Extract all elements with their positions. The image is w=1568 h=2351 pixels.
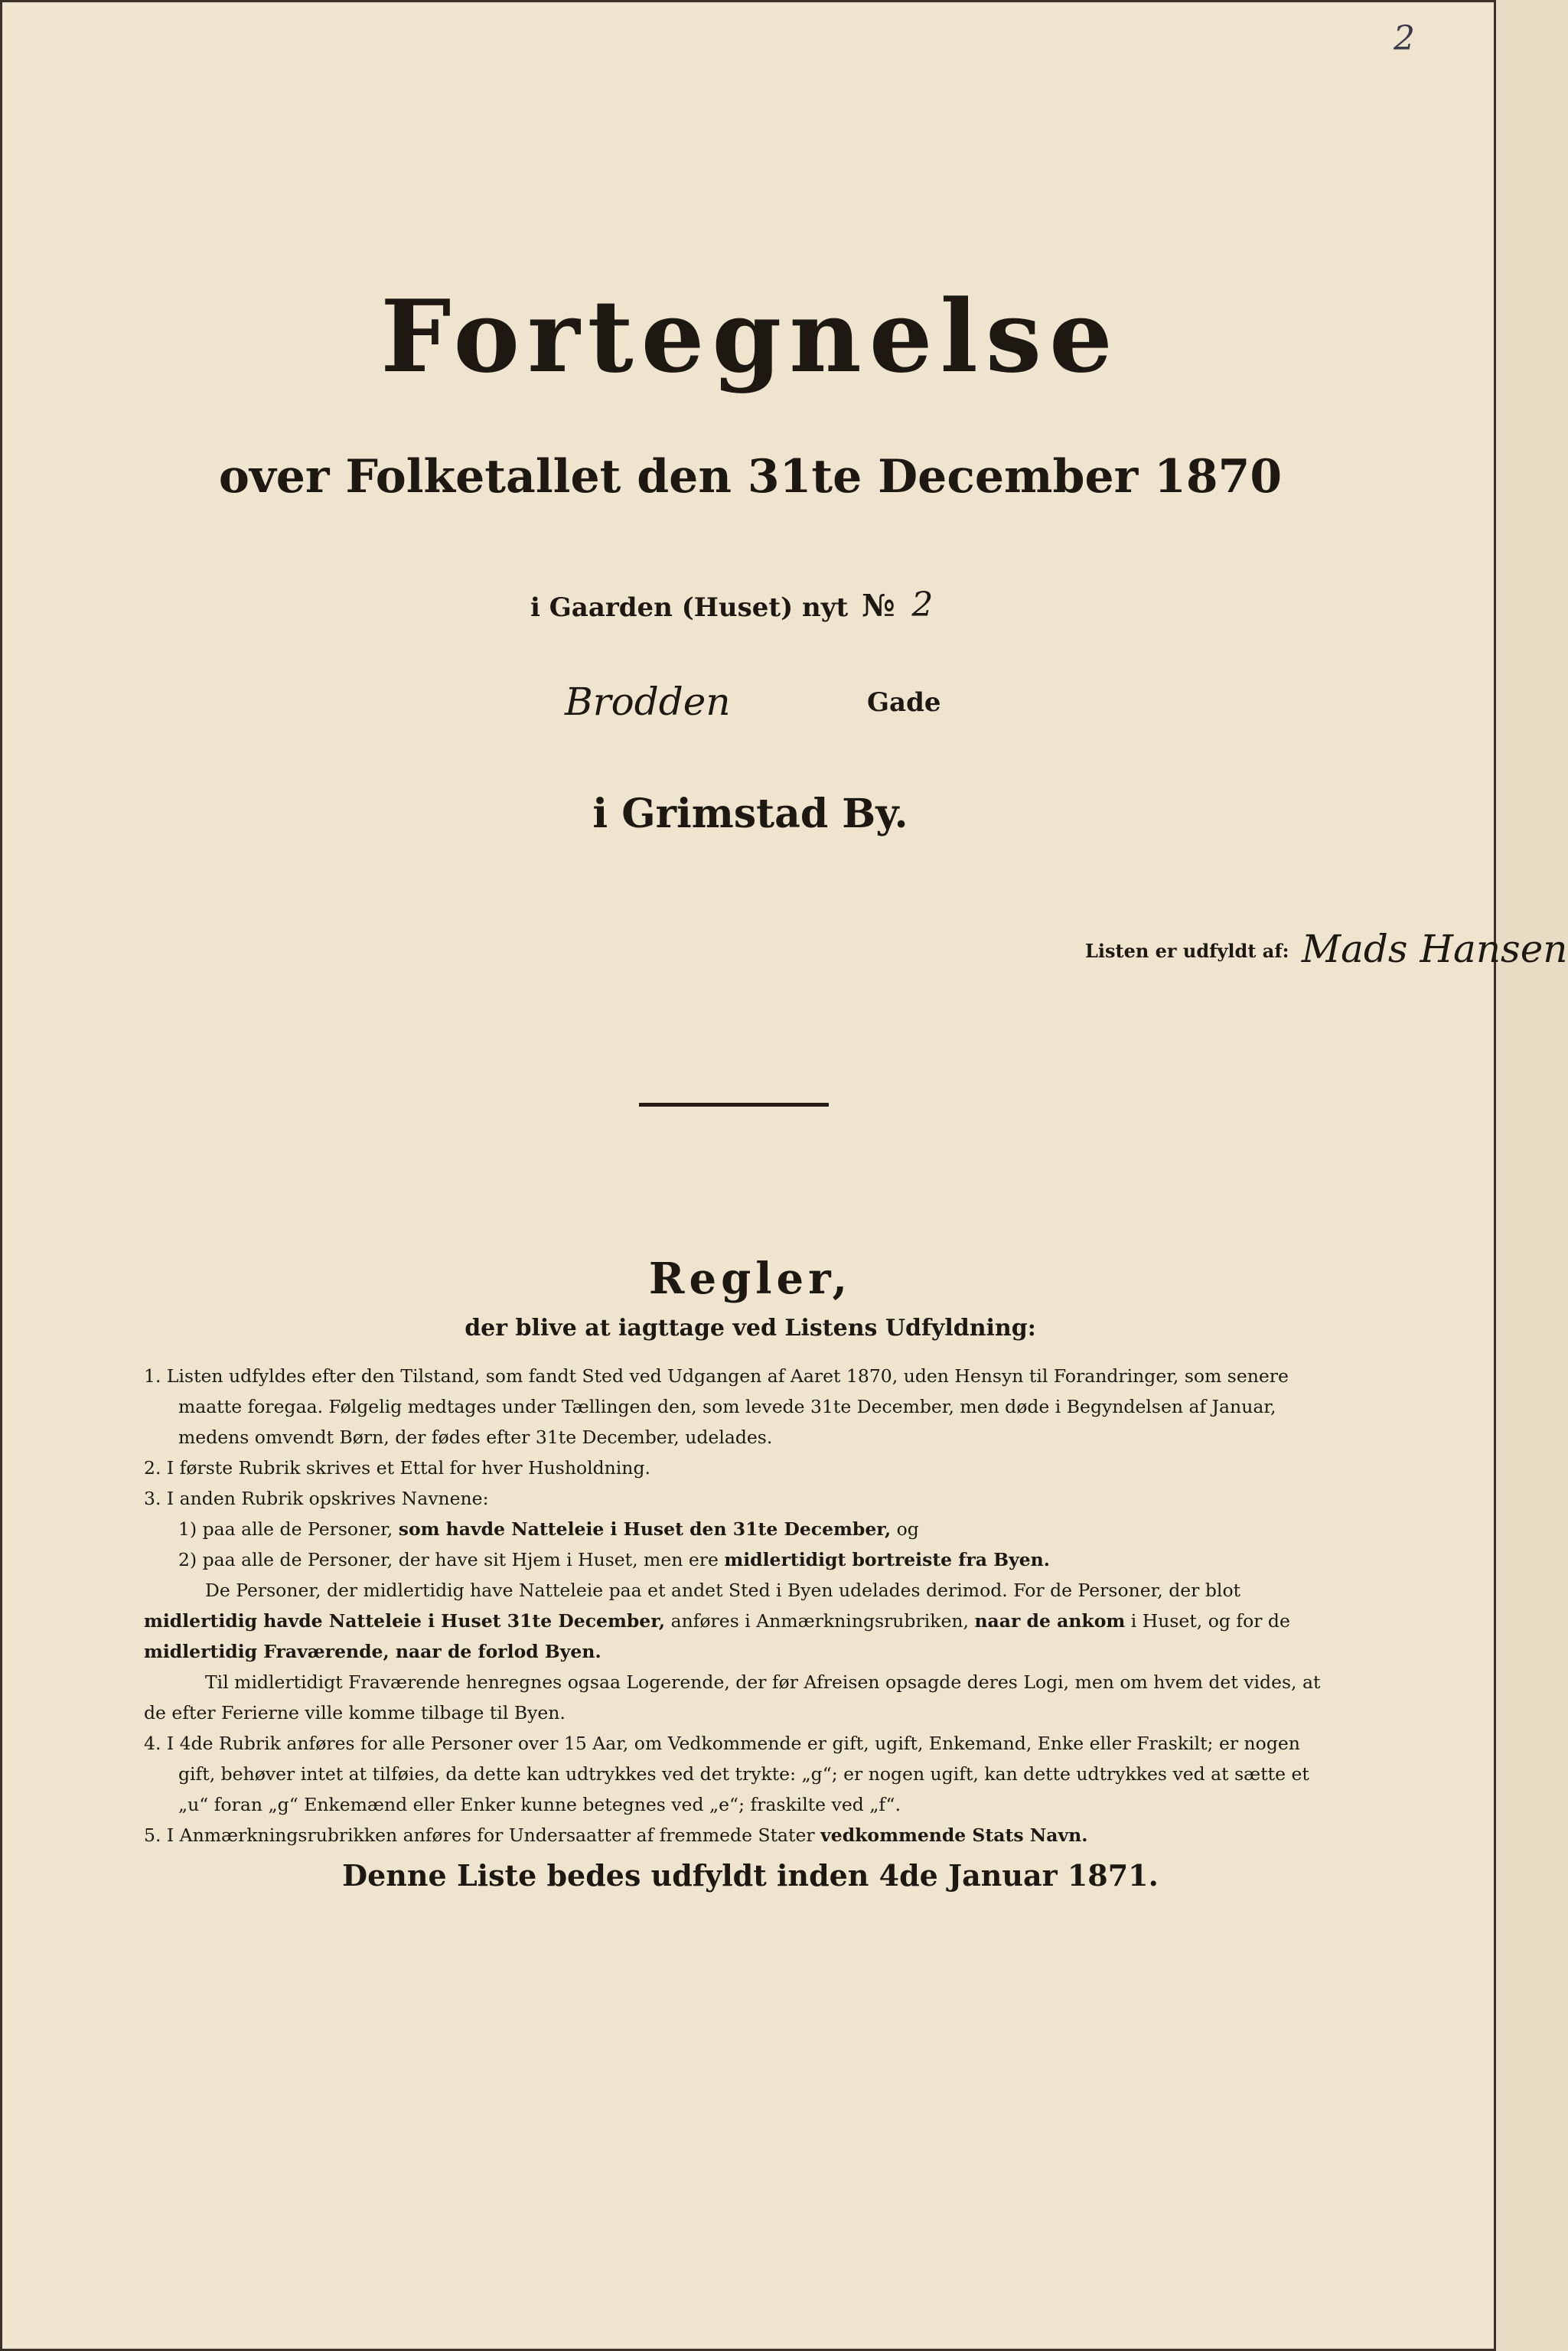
- rule-3-note-part-3: i Huset, og for de: [1130, 1610, 1290, 1632]
- divider-rule: [639, 1103, 829, 1107]
- handwritten-house-number: 2: [911, 585, 934, 624]
- form-title: Fortegnelse: [380, 278, 1120, 395]
- rule-3-item-1-text: 1) paa alle de Personer,: [178, 1518, 393, 1540]
- rule-5-bold: vedkommende Stats Navn.: [820, 1824, 1088, 1846]
- rule-3-item-2-bold: midlertidigt bortreiste fra Byen.: [724, 1549, 1050, 1570]
- rule-3-item-2: [144, 1544, 1338, 1575]
- filled-by-line: [1085, 927, 1568, 971]
- rule-1: 1. Listen udfyldes efter den Tilstand, som fandt Sted ved Udgangen af Aaret 1870, uden Hensyn til Forandringer, som senere maatte foregaa. Følgelig medtages under Tællingen den, som levede 31te December, men døde i Begyndelsen af Januar, medens omvendt Børn, der fødes efter 31te December, udelades.: [144, 1365, 1289, 1448]
- rule-3-item-1-tail: og: [896, 1518, 919, 1540]
- form-subtitle: over Folketallet den 31te December 1870: [218, 450, 1283, 504]
- rules-subtitle: der blive at iagttage ved Listens Udfyldning:: [465, 1315, 1036, 1342]
- closing-instruction: Denne Liste bedes udfyldt inden 4de Januar 1871.: [342, 1858, 1159, 1893]
- rule-5-text: 5. I Anmærkningsrubrikken anføres for Undersaatter af fremmede Stater: [144, 1824, 815, 1846]
- number-symbol: №: [862, 588, 895, 624]
- house-line: [530, 585, 933, 624]
- rule-3-note-bold-2: naar de ankom: [974, 1610, 1126, 1632]
- rule-3-item-1: [144, 1514, 1338, 1544]
- rule-2: 2. I første Rubrik skrives et Ettal for hver Husholdning.: [144, 1457, 650, 1479]
- rule-5: [144, 1820, 1338, 1850]
- rule-4: 4. I 4de Rubrik anføres for alle Personer over 15 Aar, om Vedkommende er gift, ugift, Enkemand, Enke eller Fraskilt; er nogen gift, behøver intet at tilføies, da dette kan udtrykkes ved det trykte: „g“; er nogen ugift, kan dette udtrykkes ved at sætte et „u“ foran „g“ Enkemænd eller Enker kunne betegnes ved „e“; fraskilte ved „f“.: [144, 1733, 1309, 1815]
- rule-3-note-2: Til midlertidigt Fraværende henregnes ogsaa Logerende, der før Afreisen opsagde deres Logi, men om hvem det vides, at de efter Ferierne ville komme tilbage til Byen.: [144, 1671, 1321, 1723]
- rule-3-note-bold-1: midlertidig havde Natteleie i Huset 31te December,: [144, 1610, 666, 1632]
- house-label: i Gaarden (Huset) nyt: [530, 592, 849, 623]
- rule-3-item-2-text: 2) paa alle de Personer, der have sit Hjem i Huset, men ere: [178, 1549, 719, 1570]
- town-line: i Grimstad By.: [592, 791, 908, 837]
- rules-list: [144, 1361, 1338, 1850]
- rule-3-note: [144, 1575, 1338, 1667]
- rule-3-note-part-2: anføres i Anmærkningsrubriken,: [670, 1610, 969, 1632]
- handwritten-street-name: Brodden: [565, 680, 731, 724]
- filled-by-label: Listen er udfyldt af:: [1085, 940, 1289, 962]
- page-number: 2: [1394, 19, 1415, 58]
- street-suffix: Gade: [867, 687, 941, 718]
- rule-3-note-part-1: De Personer, der midlertidig have Natteleie paa et andet Sted i Byen udelades derimod. For de Personer, der blot: [205, 1580, 1241, 1601]
- handwritten-filler-name: Mads Hansen: [1301, 927, 1568, 971]
- rule-3-note-bold-3: midlertidig Fraværende, naar de forlod Byen.: [144, 1641, 601, 1662]
- rules-title: Regler,: [648, 1254, 852, 1304]
- rule-3-item-1-bold: som havde Natteleie i Huset den 31te December,: [398, 1518, 892, 1540]
- rule-3: 3. I anden Rubrik opskrives Navnene:: [144, 1488, 489, 1509]
